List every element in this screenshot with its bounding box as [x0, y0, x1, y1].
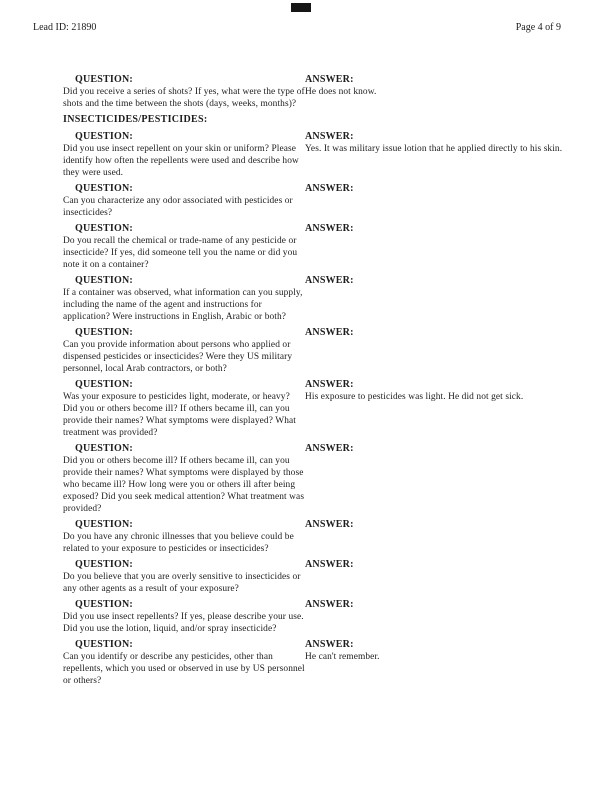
question-cell — [63, 223, 305, 271]
answer-label: ANSWER: — [305, 519, 354, 530]
answer-text: He can't remember. — [305, 652, 380, 662]
question-text: If a container was observed, what information can you supply, including the name of the agent and instructions for application? Were instructions in English, Arabic or both? — [63, 288, 303, 322]
answer-cell — [305, 559, 563, 595]
question-text: Can you identify or describe any pesticides, other than repellents, which you used or observed in use by US personnel or others? — [63, 652, 305, 686]
question-label: QUESTION: — [75, 443, 133, 454]
qa-row — [63, 223, 563, 271]
question-label: QUESTION: — [75, 223, 133, 234]
question-label: QUESTION: — [75, 131, 133, 142]
question-label: QUESTION: — [75, 559, 133, 570]
qa-row — [63, 275, 563, 323]
answer-label: ANSWER: — [305, 443, 354, 454]
qa-row — [63, 599, 563, 635]
question-text: Can you provide information about persons who applied or dispensed pesticides or insecticides? Were they US military personnel, local Arab contractors, or both? — [63, 340, 293, 374]
lead-id: Lead ID: 21890 — [33, 22, 97, 33]
question-text: Did you receive a series of shots? If yes, what were the type of shots and the time between the shots (days, weeks, months)? — [63, 87, 305, 109]
answer-label: ANSWER: — [305, 379, 354, 390]
question-text: Can you characterize any odor associated with pesticides or insecticides? — [63, 196, 293, 218]
answer-cell — [305, 223, 563, 271]
qa-row — [63, 519, 563, 555]
question-label: QUESTION: — [75, 275, 133, 286]
qa-row — [63, 327, 563, 375]
answer-label: ANSWER: — [305, 559, 354, 570]
question-label: QUESTION: — [75, 599, 133, 610]
question-label: QUESTION: — [75, 379, 133, 390]
question-cell — [63, 519, 305, 555]
answer-label: ANSWER: — [305, 74, 354, 85]
answer-text: His exposure to pesticides was light. He did not get sick. — [305, 392, 524, 402]
answer-cell — [305, 639, 563, 687]
question-text: Do you have any chronic illnesses that you believe could be related to your exposure to pesticides or insecticides? — [63, 532, 294, 554]
answer-cell — [305, 183, 563, 219]
question-cell — [63, 379, 305, 439]
question-cell — [63, 639, 305, 687]
question-label: QUESTION: — [75, 74, 133, 85]
answer-label: ANSWER: — [305, 275, 354, 286]
question-label: QUESTION: — [75, 639, 133, 650]
question-label: QUESTION: — [75, 183, 133, 194]
answer-label: ANSWER: — [305, 131, 354, 142]
question-text: Was your exposure to pesticides light, moderate, or heavy? Did you or others become ill? If others became ill, can you provide their names? What symptoms were displayed? What treatment was provided? — [63, 392, 296, 438]
question-cell — [63, 183, 305, 219]
answer-cell — [305, 74, 563, 110]
answer-cell — [305, 599, 563, 635]
question-cell — [63, 131, 305, 179]
answer-cell — [305, 275, 563, 323]
qa-row — [63, 131, 563, 179]
question-text: Did you use insect repellent on your skin or uniform? Please identify how often the repellents were used and describe how they were used. — [63, 144, 299, 178]
answer-cell — [305, 131, 563, 179]
qa-row — [63, 74, 563, 110]
answer-cell — [305, 519, 563, 555]
answer-text: Yes. It was military issue lotion that he applied directly to his skin. — [305, 144, 563, 154]
answer-cell — [305, 443, 563, 515]
qa-row — [63, 639, 563, 687]
answer-label: ANSWER: — [305, 599, 354, 610]
section-heading: INSECTICIDES/PESTICIDES: — [63, 114, 208, 125]
question-cell — [63, 327, 305, 375]
question-cell — [63, 275, 305, 323]
qa-row — [63, 443, 563, 515]
answer-label: ANSWER: — [305, 639, 354, 650]
qa-row — [63, 183, 563, 219]
question-text: Did you use insect repellents? If yes, please describe your use. Did you use the lotion, liquid, and/or spray insecticide? — [63, 612, 304, 634]
question-label: QUESTION: — [75, 327, 133, 338]
question-cell — [63, 599, 305, 635]
question-text: Did you or others become ill? If others became ill, can you provide their names? What symptoms were displayed by those who became ill? How long were you or others ill after being exposed? Did you seek medical attention? What treatment was provided? — [63, 456, 305, 514]
question-text: Do you believe that you are overly sensitive to insecticides or any other agents as a result of your exposure? — [63, 572, 301, 594]
answer-cell — [305, 327, 563, 375]
answer-cell — [305, 379, 563, 439]
answer-label: ANSWER: — [305, 223, 354, 234]
answer-label: ANSWER: — [305, 327, 354, 338]
qa-row — [63, 379, 563, 439]
question-cell — [63, 443, 305, 515]
question-cell — [63, 74, 305, 110]
answer-label: ANSWER: — [305, 183, 354, 194]
page-number: Page 4 of 9 — [515, 22, 561, 33]
qa-list — [0, 74, 611, 687]
qa-row — [63, 559, 563, 595]
question-cell — [63, 559, 305, 595]
answer-text: He does not know. — [305, 87, 377, 97]
question-label: QUESTION: — [75, 519, 133, 530]
question-text: Do you recall the chemical or trade-name of any pesticide or insecticide? If yes, did someone tell you the name or did you note it on a container? — [63, 236, 298, 270]
scan-artifact-mark — [291, 3, 311, 12]
